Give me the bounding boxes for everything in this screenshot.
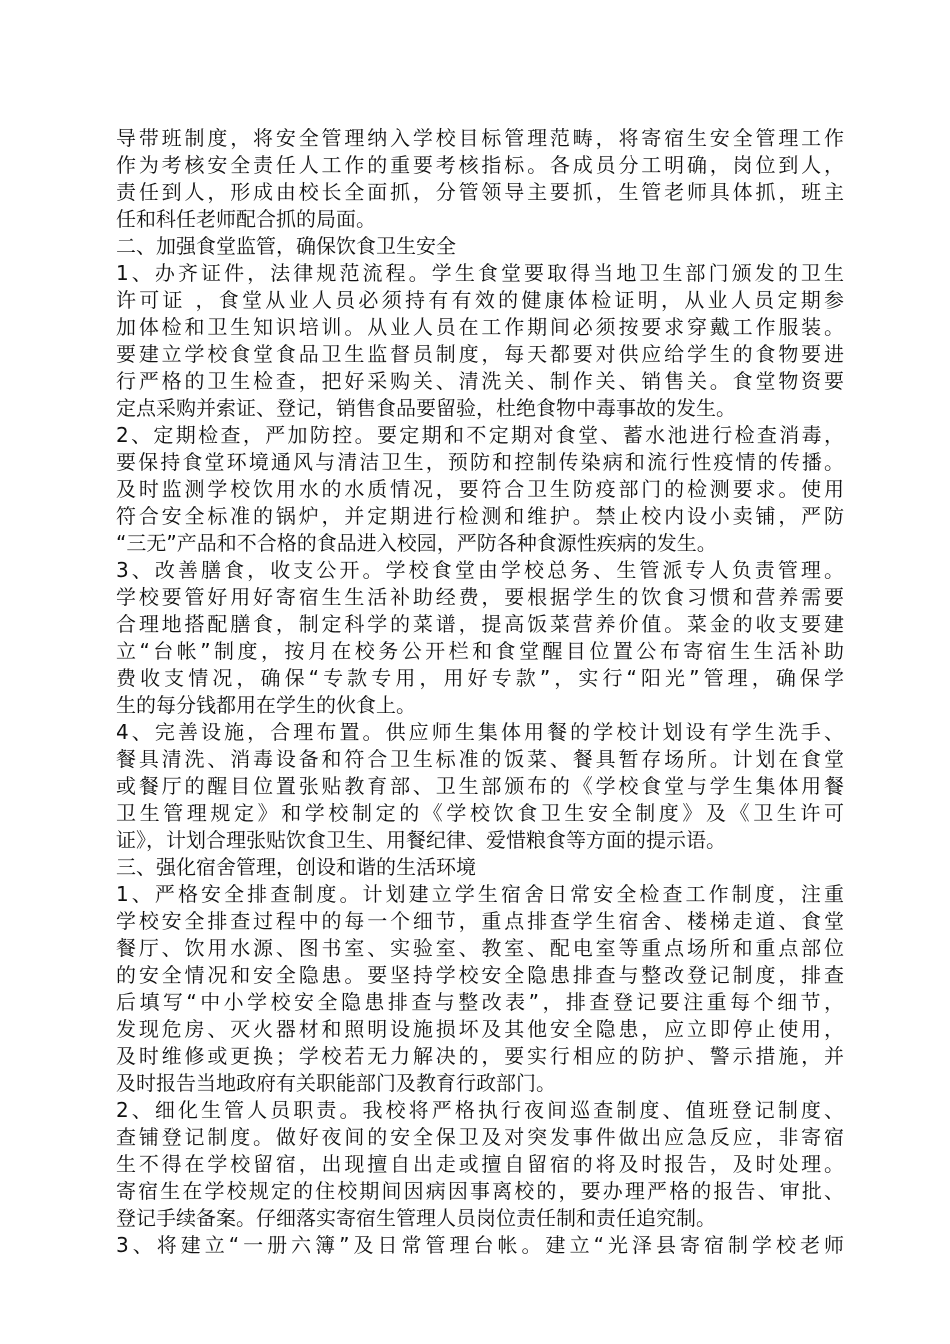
text-line: 查铺登记制度。做好夜间的安全保卫及对突发事件做出应急反应，非寄宿: [116, 1125, 844, 1149]
text-line: 餐具清洗、消毒设备和符合卫生标准的饭菜、餐具暂存场所。计划在食堂: [116, 747, 844, 771]
text-line: 4、完善设施，合理布置。供应师生集体用餐的学校计划设有学生洗手、: [116, 720, 844, 744]
text-line: 生不得在学校留宿，出现擅自出走或擅自留宿的将及时报告，及时处理。: [116, 1152, 844, 1176]
text-line: 三、强化宿舍管理，创设和谐的生活环境: [116, 855, 476, 879]
text-line: 登记手续备案。仔细落实寄宿生管理人员岗位责任制和责任追究制。: [116, 1206, 716, 1230]
text-line: 加体检和卫生知识培训。从业人员在工作期间必须按要求穿戴工作服装。: [116, 315, 844, 339]
text-line: 1、办齐证件，法律规范流程。学生食堂要取得当地卫生部门颁发的卫生: [116, 261, 844, 285]
text-line: 证》，计划合理张贴饮食卫生、用餐纪律、爱惜粮食等方面的提示语。: [116, 828, 726, 852]
text-line: 作为考核安全责任人工作的重要考核指标。各成员分工明确，岗位到人，: [116, 153, 844, 177]
text-line: 费收支情况，确保“专款专用，用好专款”，实行“阳光”管理，确保学: [116, 666, 844, 690]
text-line: 2、细化生管人员职责。我校将严格执行夜间巡查制度、值班登记制度、: [116, 1098, 844, 1122]
text-line: 合理地搭配膳食，制定科学的菜谱，提高饭菜营养价值。菜金的收支要建: [116, 612, 844, 636]
text-line: 及时维修或更换；学校若无力解决的，要实行相应的防护、警示措施，并: [116, 1044, 844, 1068]
text-line: 发现危房、灭火器材和照明设施损坏及其他安全隐患，应立即停止使用，: [116, 1017, 844, 1041]
text-line: 定点采购并索证、登记，销售食品要留验，杜绝食物中毒事故的发生。: [116, 396, 736, 420]
text-line: 许可证 ，食堂从业人员必须持有有效的健康体检证明，从业人员定期参: [116, 288, 844, 312]
text-line: 餐厅、饮用水源、图书室、实验室、教室、配电室等重点场所和重点部位: [116, 936, 844, 960]
text-line: 要建立学校食堂食品卫生监督员制度，每天都要对供应给学生的食物要进: [116, 342, 844, 366]
text-line: 3、改善膳食，收支公开。学校食堂由学校总务、生管派专人负责管理。: [116, 558, 844, 582]
text-line: 1、严格安全排查制度。计划建立学生宿舍日常安全检查工作制度，注重: [116, 882, 844, 906]
text-line: 要保持食堂环境通风与清洁卫生，预防和控制传染病和流行性疫情的传播。: [116, 450, 844, 474]
text-line: 寄宿生在学校规定的住校期间因病因事离校的，要办理严格的报告、审批、: [116, 1179, 844, 1203]
text-line: 责任到人，形成由校长全面抓，分管领导主要抓，生管老师具体抓，班主: [116, 180, 844, 204]
text-line: 3、将建立“一册六簿”及日常管理台帐。建立“光泽县寄宿制学校老师: [116, 1233, 844, 1257]
text-line: 符合安全标准的锅炉，并定期进行检测和维护。禁止校内设小卖铺，严防: [116, 504, 844, 528]
text-line: 生的每分钱都用在学生的伙食上。: [116, 693, 416, 717]
text-line: 2、定期检查，严加防控。要定期和不定期对食堂、蓄水池进行检查消毒，: [116, 423, 844, 447]
text-line: 卫生管理规定》和学校制定的《学校饮食卫生安全制度》及《卫生许可: [116, 801, 844, 825]
text-line: 及时报告当地政府有关职能部门及教育行政部门。: [116, 1071, 556, 1095]
document-body: [116, 125, 844, 1259]
text-line: 后填写“中小学校安全隐患排查与整改表”，排查登记要注重每个细节，: [116, 990, 844, 1014]
text-line: 学校安全排查过程中的每一个细节，重点排查学生宿舍、楼梯走道、食堂: [116, 909, 844, 933]
text-line: 或餐厅的醒目位置张贴教育部、卫生部颁布的《学校食堂与学生集体用餐: [116, 774, 844, 798]
text-line: 导带班制度，将安全管理纳入学校目标管理范畴，将寄宿生安全管理工作: [116, 126, 844, 150]
text-line: 的安全情况和安全隐患。要坚持学校安全隐患排查与整改登记制度，排查: [116, 963, 844, 987]
text-line: “三无”产品和不合格的食品进入校园，严防各种食源性疾病的发生。: [116, 531, 717, 555]
text-line: 二、加强食堂监管，确保饮食卫生安全: [116, 234, 456, 258]
text-line: 行严格的卫生检查，把好采购关、清洗关、制作关、销售关。食堂物资要: [116, 369, 844, 393]
text-line: 学校要管好用好寄宿生生活补助经费，要根据学生的饮食习惯和营养需要: [116, 585, 844, 609]
text-line: 立“台帐”制度，按月在校务公开栏和食堂醒目位置公布寄宿生生活补助: [116, 639, 844, 663]
text-line: 及时监测学校饮用水的水质情况，要符合卫生防疫部门的检测要求。使用: [116, 477, 844, 501]
text-line: 任和科任老师配合抓的局面。: [116, 207, 376, 231]
